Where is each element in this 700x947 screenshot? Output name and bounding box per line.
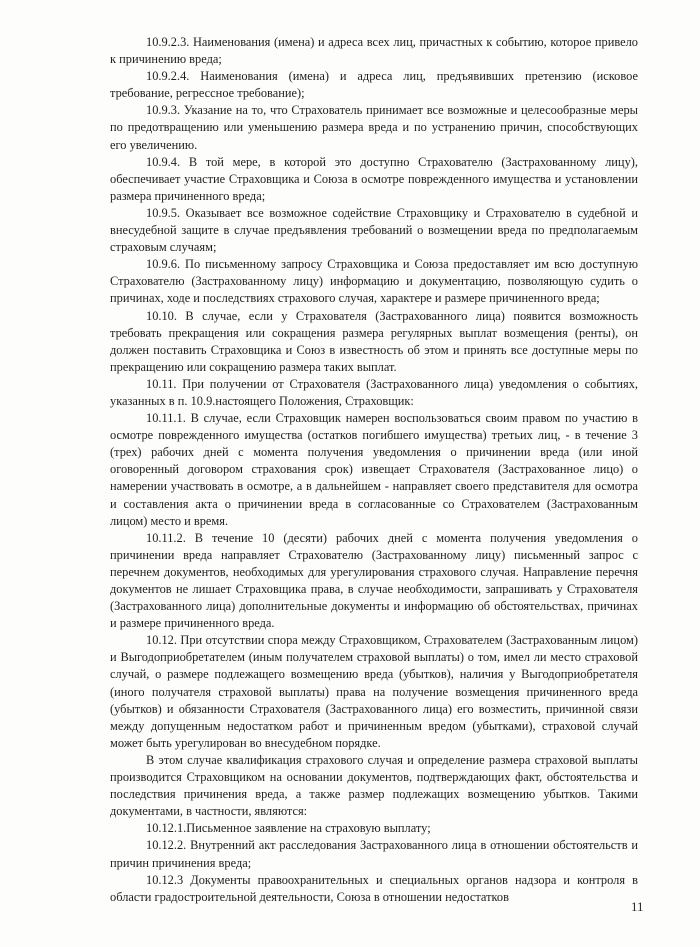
paragraph: 10.11. При получении от Страхователя (Застрахованного лица) уведомления о событиях, указанных в п. 10.9.настоящего Положения, Страховщик: xyxy=(110,376,638,408)
paragraph: 10.9.3. Указание на то, что Страхователь принимает все возможные и целесообразные меры по предотвращению или уменьшению размера вреда и по устранению причин, способствующих его увеличению. xyxy=(110,103,638,152)
paragraph: 10.10. В случае, если у Страхователя (Застрахованного лица) появится возможность требовать прекращения или сокращения размера регулярных выплат возмещения (ренты), он должен поставить Страховщика и Союз в известность об этом и принять все доступные меры по прекращению или сокращению размера таких выплат. xyxy=(110,308,638,374)
paragraph: 10.11.2. В течение 10 (десяти) рабочих дней с момента получения уведомления о причинении вреда направляет Страхователю (Застрахованному лицу) письменный запрос с перечнем документов, необходимых для урегулирования страхового случая. Направление перечня документов не лишает Страховщика права, в случае необходимости, запрашивать у Страхователя (Застрахованного лица) дополнительные документы и информацию об обстоятельствах, причинах и размере причиненного вреда. xyxy=(110,530,638,631)
document-body xyxy=(110,34,638,906)
paragraph: В этом случае квалификация страхового случая и определение размера страховой выплаты производится Страховщиком на основании документов, подтверждающих факт, обстоятельства и последствия причинения вреда, а также размер подлежащих возмещению убытков. Такими документами, в частности, являются: xyxy=(110,752,638,819)
paragraph: 10.12.2. Внутренний акт расследования Застрахованного лица в отношении обстоятельств и причин причинения вреда; xyxy=(110,838,638,870)
paragraph: 10.11.1. В случае, если Страховщик намерен воспользоваться своим правом по участию в осмотре поврежденного имущества (остатков погибшего имущества) третьих лиц, - в течение 3 (трех) рабочих дней с момента получения уведомления о причинении вреда (или иной оговоренный договором страхования срок) извещает Страхователя (Застрахованное лицо) о намерении участвовать в осмотре, а в дальнейшем - направляет своего представителя для осмотра и составления акта о причинении вреда в согласованные со Страхователем (Застрахованным лицом) место и время. xyxy=(110,411,638,528)
paragraph: 10.9.4. В той мере, в которой это доступно Страхователю (Застрахованному лицу), обеспечивает участие Страховщика и Союза в осмотре поврежденного имущества и установлении размера причиненного вреда; xyxy=(110,154,638,203)
paragraph: 10.12. При отсутствии спора между Страховщиком, Страхователем (Застрахованным лицом) и Выгодоприобретателем (иным получателем страховой выплаты) о том, имел ли место страховой случай, о размере подлежащего возмещению вреда (убытков), наличия у Выгодоприобретателя (иного получателя страховой выплаты) права на получение возмещения причиненного вреда (убытков) и обязанности Страхователя (Застрахованного лица) его возместить, причинной связи между допущенным недостатком работ и причиненным вредом (убытками), страховой случай может быть урегулирован во внесудебном порядке. xyxy=(110,633,638,750)
paragraph: 10.12.1.Письменное заявление на страховую выплату; xyxy=(146,821,431,836)
paragraph: 10.9.5. Оказывает все возможное содействие Страховщику и Страхователю в судебной и внесудебной защите в случае предъявления требований о возмещении вреда по предполагаемым страховым случаям; xyxy=(110,205,638,255)
paragraph: 10.9.6. По письменному запросу Страховщика и Союза предоставляет им всю доступную Страхователю (Застрахованному лицу) информацию и документацию, позволяющую судить о причинах, ходе и последствиях страхового случая, характере и размере причиненного вреда; xyxy=(110,257,638,306)
paragraph: 10.9.2.3. Наименования (имена) и адреса всех лиц, причастных к событию, которое привело к причинению вреда; xyxy=(110,35,638,67)
page-number: 11 xyxy=(631,899,644,914)
paragraph: 10.9.2.4. Наименования (имена) и адреса лиц, предъявивших претензию (исковое требование, регрессное требование); xyxy=(110,69,638,101)
paragraph: 10.12.3 Документы правоохранительных и специальных органов надзора и контроля в области градостроительной деятельности, Союза в отношении недостатков xyxy=(110,872,638,904)
